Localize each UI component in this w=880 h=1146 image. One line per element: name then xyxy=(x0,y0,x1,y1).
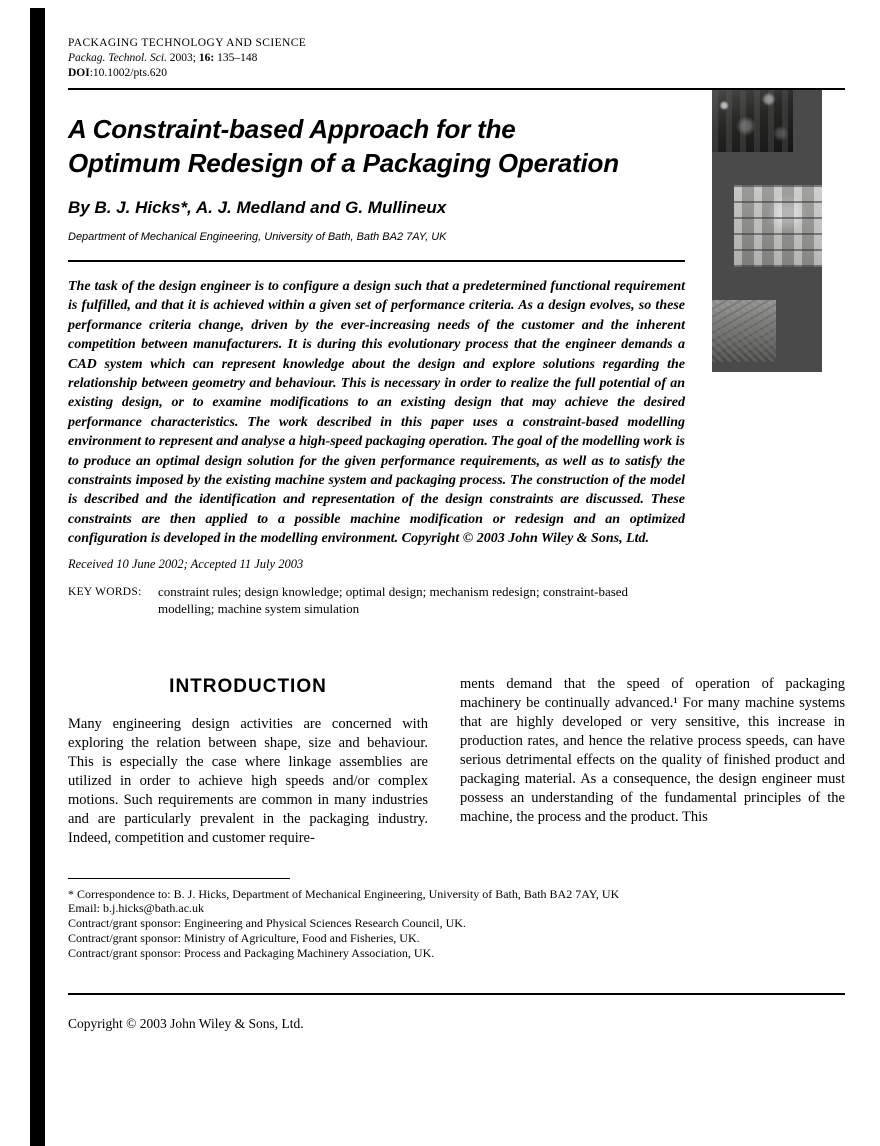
abstract-text: The task of the design engineer is to configure a design such that a predetermined functional requirement is fulfilled, and that it is achieved within a given set of performance criteria. As a design evolves, so these performance criteria change, driven by the ever-increasing needs of the customer and the inherent competition between manufacturers. It is during this evolutionary process that the engineer demands a CAD system which can represent knowledge about the design and explore solutions regarding the relationship between geometry and behaviour. This is necessary in order to realize the full potential of an existing design, or to examine modifications to an existing design that may achieve the desired performance characteristics. The work described in this paper uses a constraint-based modelling environment to represent and analyse a high-speed packaging operation. The goal of the modelling work is to produce an optimal design solution for the given performance requirements, as well as to satisfy the constraints imposed by the existing machine system and packaging process. The construction of the model is described and the identification and representation of the design constraints are discussed. These constraints are then applied to a possible machine modification or redesign and an optimized configuration is developed in the modelling environment. Copyright © 2003 John Wiley & Sons, Ltd. xyxy=(68,279,685,547)
keywords-block xyxy=(68,583,845,617)
citation-year: 2003; xyxy=(169,52,196,64)
body-columns xyxy=(68,675,845,848)
doi-label: DOI xyxy=(68,67,90,79)
footnote-sponsor-2: Contract/grant sponsor: Ministry of Agriculture, Food and Fisheries, UK. xyxy=(68,931,420,946)
doi-line xyxy=(68,66,845,81)
article-title-line2: Optimum Redesign of a Packaging Operation xyxy=(68,148,619,178)
right-column xyxy=(460,675,845,848)
article-title-line1: A Constraint-based Approach for the xyxy=(68,114,516,144)
footnote-sponsor-3: Contract/grant sponsor: Process and Packaging Machinery Association, UK. xyxy=(68,945,435,960)
footnote-rule xyxy=(68,878,290,879)
footnote-email: Email: b.j.hicks@bath.ac.uk xyxy=(68,901,205,916)
author-byline: By B. J. Hicks*, A. J. Medland and G. Mullineux xyxy=(68,198,447,217)
introduction-heading: INTRODUCTION xyxy=(169,675,327,697)
left-column-paragraph: Many engineering design activities are concerned with exploring the relation between shape, size and behaviour. This is especially the case where linkage assemblies are utilized in order to achieve high speeds and/or complex motions. Such requirements are common in many industries and are particularly prevalent in the packaging industry. Indeed, competition and customer require- xyxy=(68,715,428,846)
footer-rule xyxy=(68,993,845,995)
citation-volume: 16: xyxy=(198,52,215,64)
footnote-correspondence: * Correspondence to: B. J. Hicks, Department of Mechanical Engineering, University of Bath, Bath BA2 7AY, UK xyxy=(68,886,620,901)
doi-value: :10.1002/pts.620 xyxy=(89,67,168,79)
page-content xyxy=(68,0,845,1032)
abstract-rule xyxy=(68,260,685,262)
received-accepted-line: Received 10 June 2002; Accepted 11 July 2003 xyxy=(68,556,304,571)
footnotes-block xyxy=(68,887,845,961)
left-column xyxy=(68,675,428,848)
journal-header xyxy=(68,0,845,81)
header-rule xyxy=(68,88,845,90)
column-gap xyxy=(428,675,460,848)
keywords-label: KEY WORDS: xyxy=(68,585,142,598)
copyright-line: Copyright © 2003 John Wiley & Sons, Ltd. xyxy=(68,1015,304,1031)
citation-pages: 135–148 xyxy=(217,52,258,64)
left-margin-bar xyxy=(30,8,45,1146)
citation-journal-abbrev: Packag. Technol. Sci. xyxy=(68,52,167,64)
journal-citation xyxy=(68,51,845,66)
article-title xyxy=(68,112,845,180)
journal-name: PACKAGING TECHNOLOGY AND SCIENCE xyxy=(68,37,307,49)
right-column-paragraph: ments demand that the speed of operation of packaging machinery be continually advanced.¹ For many machine systems that are highly developed or very sensitive, this increase in production rates, and hence the relative process speeds, can have serious detrimental effects on the quality of finished product and packaging material. As a consequence, the design engineer must possess an understanding of the fundamental principles of the machine, the process and the product. This xyxy=(460,675,845,825)
footnote-sponsor-1: Contract/grant sponsor: Engineering and Physical Sciences Research Council, UK. xyxy=(68,916,466,931)
keywords-text: constraint rules; design knowledge; optimal design; mechanism redesign; constraint-based modelling; machine system simulation xyxy=(158,583,629,616)
author-affiliation: Department of Mechanical Engineering, University of Bath, Bath BA2 7AY, UK xyxy=(68,231,447,243)
